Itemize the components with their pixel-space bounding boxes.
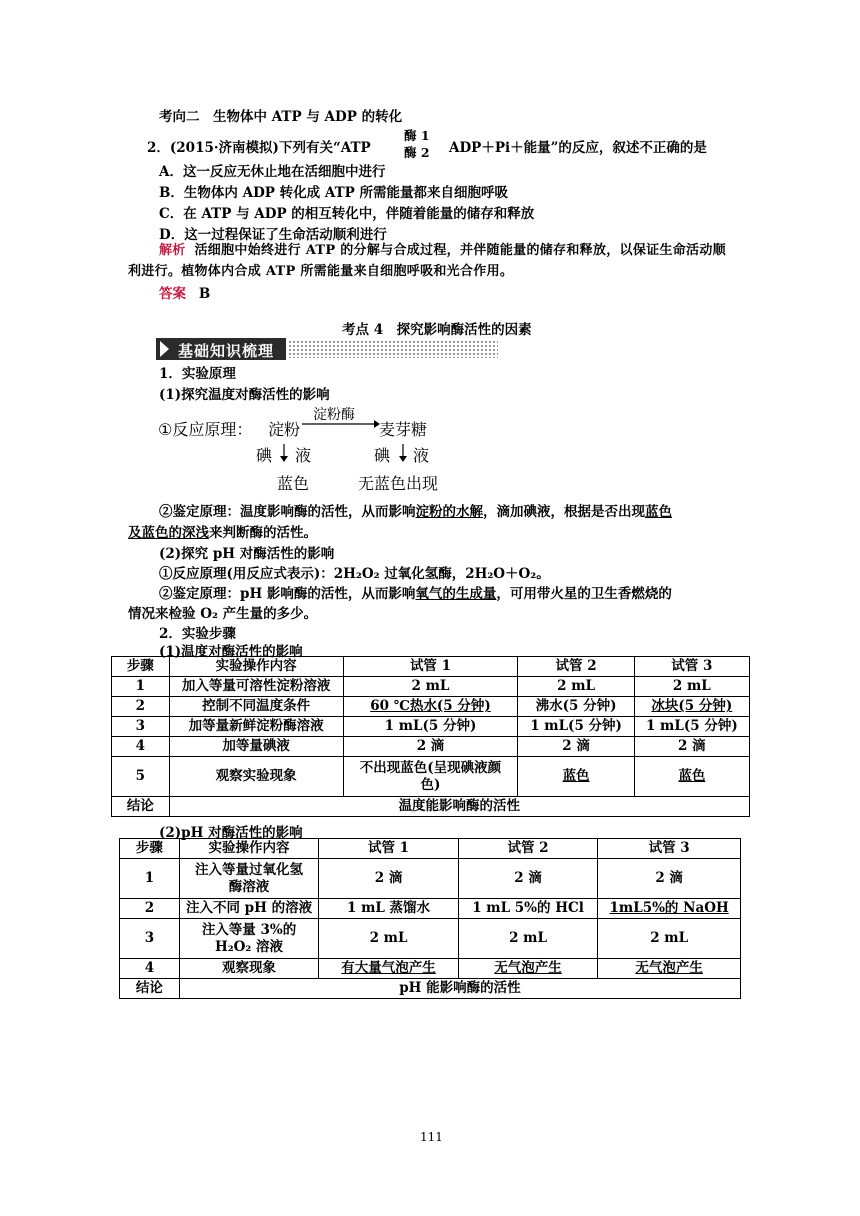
table-row bbox=[120, 919, 741, 959]
option-d: D．这一过程保证了生命活动顺利进行 bbox=[159, 227, 387, 243]
table-cell: 3 bbox=[120, 919, 180, 959]
identify-ph-line2: 情况来检验 O₂ 产生量的多少。 bbox=[128, 606, 318, 622]
ph-reaction: ①反应原理(用反应式表示)：2H₂O₂ 过氧化氢酶，2H₂O＋O₂。 bbox=[159, 566, 550, 582]
table-header-row bbox=[120, 839, 741, 859]
enzyme-top-label: 酶 1 bbox=[404, 128, 430, 143]
table-cell: 冰块(5 分钟) bbox=[651, 698, 733, 714]
table-cell: 2 滴 bbox=[343, 737, 518, 757]
table-row bbox=[120, 859, 741, 899]
reaction-arrow bbox=[302, 418, 380, 430]
table-cell: 控制不同温度条件 bbox=[169, 697, 343, 717]
analysis bbox=[128, 240, 736, 282]
analysis-label: 解析 bbox=[159, 243, 186, 258]
section-title: 考向二 生物体中 ATP 与 ADP 的转化 bbox=[159, 109, 403, 125]
table-row bbox=[120, 899, 741, 919]
analysis-text: 活细胞中始终进行 ATP 的分解与合成过程，并伴随能量的储存和释放，以保证生命活动顺利进行。植物体内合成 ATP 所需能量来自细胞呼吸和光合作用。 bbox=[128, 243, 726, 279]
table-cell: 无气泡产生 bbox=[494, 960, 562, 976]
question-prefix: 2．(2015·济南模拟)下列有关“ATP bbox=[147, 140, 371, 156]
option-a: A．这一反应无休止地在活细胞中进行 bbox=[159, 164, 386, 180]
dotted-rule bbox=[288, 340, 498, 358]
answer-line bbox=[159, 282, 210, 302]
table-header: 试管 3 bbox=[634, 657, 749, 677]
table-cell: 加等量碘液 bbox=[169, 737, 343, 757]
option-b: B．生物体内 ADP 转化成 ATP 所需能量都来自细胞呼吸 bbox=[159, 185, 508, 201]
table-cell: 蓝色 bbox=[562, 768, 590, 784]
iodine-label-1: 碘 bbox=[256, 446, 273, 465]
oxygen-amount: 氧气的生成量 bbox=[415, 586, 497, 602]
table-header: 试管 3 bbox=[598, 839, 741, 859]
table-cell: 4 bbox=[120, 959, 180, 979]
table-cell: 1mL5%的 NaOH bbox=[609, 900, 729, 916]
blue-color: 蓝色 bbox=[645, 504, 672, 520]
table-header: 试管 2 bbox=[458, 839, 598, 859]
ph-heading: (2)探究 pH 对酶活性的影响 bbox=[159, 546, 335, 562]
down-arrow-icon bbox=[398, 444, 408, 462]
table-cell: 5 bbox=[112, 757, 170, 797]
identify-temp-prefix: ②鉴定原理：温度影响酶的活性，从而影响 bbox=[159, 504, 416, 520]
conclusion-label: 结论 bbox=[112, 797, 170, 817]
table-row bbox=[112, 677, 750, 697]
conclusion-label: 结论 bbox=[120, 979, 180, 999]
table-cell: 1 mL 5%的 HCl bbox=[458, 899, 598, 919]
conclusion-row bbox=[112, 797, 750, 817]
table-cell: 1 mL 蒸馏水 bbox=[319, 899, 459, 919]
table-cell: 2 mL bbox=[634, 677, 749, 697]
table-row bbox=[112, 757, 750, 797]
table-cell: 蓝色 bbox=[678, 768, 706, 784]
table-cell: 沸水(5 分钟) bbox=[518, 697, 634, 717]
chevron-right-icon bbox=[160, 341, 169, 357]
no-blue-result: 无蓝色出现 bbox=[358, 474, 439, 493]
conclusion-row bbox=[120, 979, 741, 999]
amylase-label: 淀粉酶 bbox=[313, 407, 355, 423]
enzyme-bottom-label: 酶 2 bbox=[404, 145, 430, 160]
steps-heading: 2．实验步骤 bbox=[159, 626, 236, 642]
principle-heading: 1．实验原理 bbox=[159, 366, 236, 382]
iodine-label-2: 碘 bbox=[374, 446, 391, 465]
table-cell: 2 mL bbox=[343, 677, 518, 697]
table-cell: 4 bbox=[112, 737, 170, 757]
table-cell: 1 mL(5 分钟) bbox=[634, 717, 749, 737]
liquid-label-2: 液 bbox=[413, 446, 430, 465]
table-cell: 注入不同 pH 的溶液 bbox=[179, 899, 319, 919]
ph-table bbox=[119, 838, 741, 999]
table-cell: 注入等量过氧化氢酶溶液 bbox=[179, 859, 319, 899]
question-suffix: ADP＋Pi＋能量”的反应，叙述不正确的是 bbox=[449, 140, 707, 156]
table-cell: 注入等量 3%的 H₂O₂ 溶液 bbox=[179, 919, 319, 959]
table-header: 试管 1 bbox=[343, 657, 518, 677]
identify-temp-line2 bbox=[128, 521, 317, 541]
table-header: 实验操作内容 bbox=[179, 839, 319, 859]
identify-ph-line1 bbox=[159, 582, 672, 602]
identify-temp-mid: ，滴加碘液，根据是否出现 bbox=[483, 504, 645, 520]
table-cell: 2 mL bbox=[319, 919, 459, 959]
table-cell: 2 bbox=[120, 899, 180, 919]
down-arrow-icon bbox=[279, 444, 289, 462]
table-header: 步骤 bbox=[120, 839, 180, 859]
table-cell: 1 mL(5 分钟) bbox=[343, 717, 518, 737]
answer-label: 答案 bbox=[159, 286, 186, 302]
table-row bbox=[112, 717, 750, 737]
conclusion-text: pH 能影响酶的活性 bbox=[179, 979, 740, 999]
table-header: 实验操作内容 bbox=[169, 657, 343, 677]
table-cell: 60 ℃热水(5 分钟) bbox=[370, 698, 491, 714]
starch-label: 淀粉 bbox=[268, 420, 301, 439]
table-cell: 2 滴 bbox=[598, 859, 741, 899]
table-cell: 2 bbox=[112, 697, 170, 717]
table-row bbox=[112, 737, 750, 757]
table-cell: 2 滴 bbox=[319, 859, 459, 899]
table-header: 试管 2 bbox=[518, 657, 634, 677]
table-cell: 1 bbox=[112, 677, 170, 697]
table-row bbox=[112, 697, 750, 717]
table-cell: 3 bbox=[112, 717, 170, 737]
table-cell: 观察实验现象 bbox=[169, 757, 343, 797]
table-cell: 有大量气泡产生 bbox=[341, 960, 436, 976]
table-cell: 不出现蓝色(呈现碘液颜色) bbox=[343, 757, 518, 797]
table-cell: 加等量新鲜淀粉酶溶液 bbox=[169, 717, 343, 737]
option-c: C．在 ATP 与 ADP 的相互转化中，伴随着能量的储存和释放 bbox=[159, 206, 535, 222]
table-header-row bbox=[112, 657, 750, 677]
identify-ph-prefix: ②鉴定原理：pH 影响酶的活性，从而影响 bbox=[159, 586, 416, 602]
table-cell: 2 mL bbox=[598, 919, 741, 959]
blue-result: 蓝色 bbox=[277, 474, 310, 493]
page-number: 111 bbox=[420, 1130, 443, 1144]
table-cell: 加入等量可溶性淀粉溶液 bbox=[169, 677, 343, 697]
starch-hydrolysis: 淀粉的水解 bbox=[415, 504, 483, 520]
table2-title: (2)pH 对酶活性的影响 bbox=[159, 825, 303, 841]
topic-title: 考点 4 探究影响酶活性的因素 bbox=[342, 322, 532, 338]
banner-label: 基础知识梳理 bbox=[178, 342, 275, 360]
maltose-label: 麦芽糖 bbox=[379, 420, 428, 439]
identify-temp-line1 bbox=[159, 500, 672, 520]
table-cell: 1 mL(5 分钟) bbox=[518, 717, 634, 737]
table-cell: 2 mL bbox=[518, 677, 634, 697]
temperature-table bbox=[111, 656, 750, 817]
table-header: 试管 1 bbox=[319, 839, 459, 859]
table-cell: 无气泡产生 bbox=[635, 960, 703, 976]
table-cell: 2 滴 bbox=[458, 859, 598, 899]
table-cell: 2 mL bbox=[458, 919, 598, 959]
temp-principle-heading: (1)探究温度对酶活性的影响 bbox=[159, 387, 330, 403]
identify-temp-rest: 来判断酶的活性。 bbox=[209, 525, 317, 541]
answer-value: B bbox=[198, 286, 211, 302]
identify-ph-rest: ，可用带火星的卫生香燃烧的 bbox=[496, 586, 672, 602]
blue-depth: 及蓝色的深浅 bbox=[128, 525, 209, 541]
table-cell: 2 滴 bbox=[634, 737, 749, 757]
section-banner bbox=[156, 338, 286, 360]
table1-title: (1)温度对酶活性的影响 bbox=[159, 644, 303, 660]
table-row bbox=[120, 959, 741, 979]
table-cell: 1 bbox=[120, 859, 180, 899]
table-cell: 2 滴 bbox=[518, 737, 634, 757]
conclusion-text: 温度能影响酶的活性 bbox=[169, 797, 749, 817]
reaction-label: ①反应原理： bbox=[158, 420, 253, 439]
liquid-label-1: 液 bbox=[295, 446, 312, 465]
table-header: 步骤 bbox=[112, 657, 170, 677]
table-cell: 观察现象 bbox=[179, 959, 319, 979]
